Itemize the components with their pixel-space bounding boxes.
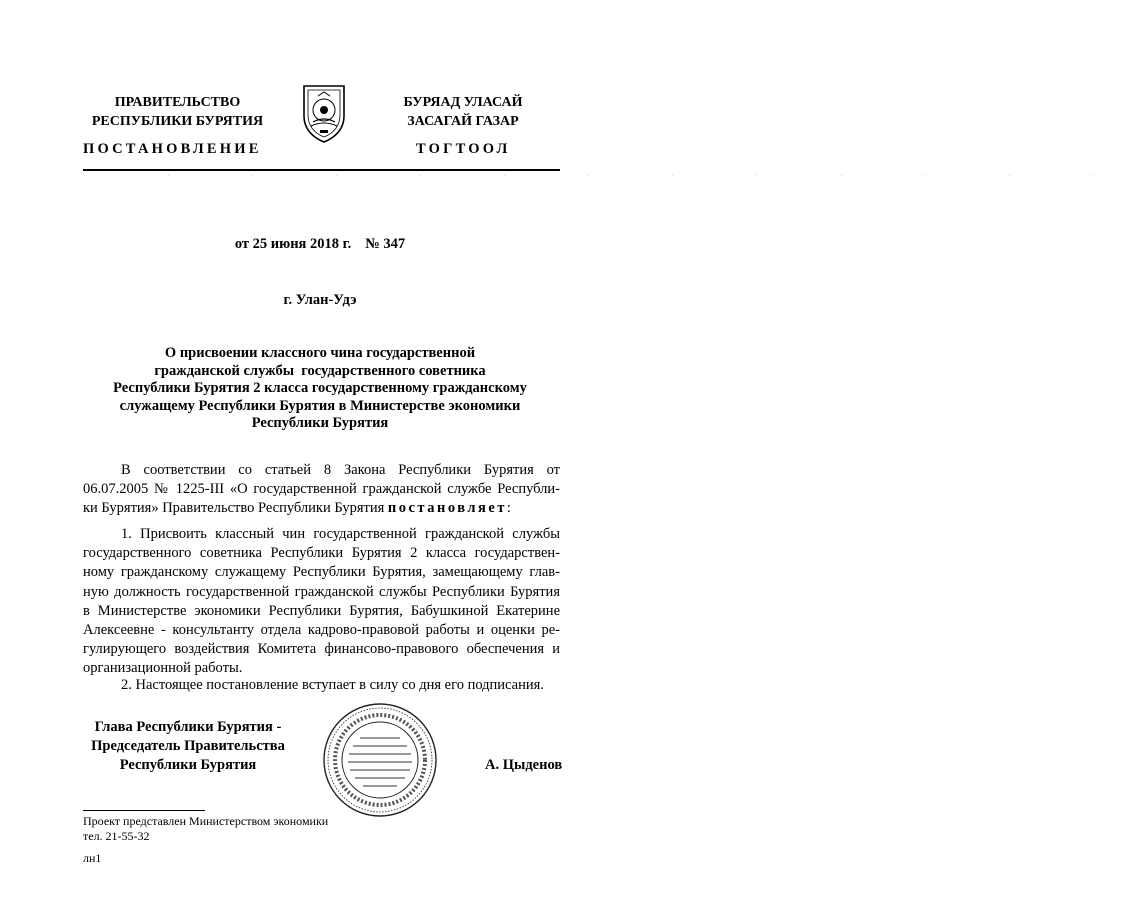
header-right-line2: ЗАСАГАЙ ГАЗАР [407,114,519,129]
subject-line: Республики Бурятия 2 класса государственному гражданскому [113,380,527,396]
signatory-title-line: Глава Республики Бурятия - [94,719,282,735]
official-seal-stamp [320,700,440,820]
header-left-line1: ПРАВИТЕЛЬСТВО [114,95,241,110]
document-date: от 25 июня 2018 г. [234,236,352,252]
footer-code: лн1 [83,851,102,865]
subject-line: служащему Республики Бурятия в Министерстве экономики [119,397,521,414]
header-right [388,93,538,131]
document-subject [100,345,540,433]
body-line: 2. Настоящее постановление вступает в силу со дня его подписания. [121,677,544,693]
body-line: гулирующего воздействия Комитета финансово-правового обеспечения и [83,641,560,658]
body-line: в Министерстве экономики Республики Бурятия, Бабушкиной Екатерине [83,602,560,619]
body-line: ному гражданскому служащему Республики Бурятия, замещающему глав- [83,564,560,581]
header-divider [83,169,560,171]
body-line: 1. Присвоить классный чин государственной гражданской службы [121,526,560,542]
signatory-title [83,718,293,775]
doc-type-buryat: ТОГТООЛ [416,141,511,157]
body-line: В соответствии со статьей 8 Закона Республики Бурятия от [121,462,560,478]
signatory-title-line: Республики Бурятия [119,757,257,773]
body-line: организационной работы. [83,660,243,677]
signatory-name: А. Цыденов [485,757,563,773]
body-text: ки Бурятия» Правительство Республики Бурятия [83,500,385,517]
document-number: № 347 [365,236,406,252]
doc-type-russian: ПОСТАНОВЛЕНИЕ [83,141,262,157]
footer-project-note: Проект представлен Министерством экономики [83,814,329,828]
header-left [90,93,265,131]
coat-of-arms-icon [300,82,348,144]
body-text: : [506,500,511,517]
subject-line: О присвоении классного чина государственной [164,345,476,361]
paragraph-preamble [83,461,560,519]
body-line: Алексеевне - консультанту отдела кадрово-правовой работы и оценки ре- [83,622,560,639]
body-line: государственного советника Республики Бурятия 2 класса государствен- [83,545,560,562]
body-line: ную должность государственной гражданской службы Республики Бурятия [83,583,560,600]
header-dotted-line: · · · · · · · · · · · · · [83,172,1134,180]
body-line: 06.07.2005 № 1225-III «О государственной гражданской службе Республи- [83,481,560,498]
signatory-title-line: Председатель Правительства [91,738,285,754]
footer-phone: тел. 21-55-32 [83,829,150,843]
header-right-line1: БУРЯАД УЛАСАЙ [403,95,523,110]
paragraph-item-1 [83,525,560,679]
subject-line: Республики Бурятия [251,415,389,431]
document-city: г. Улан-Удэ [283,292,357,308]
date-number-line [0,236,640,253]
resolve-word: постановляет [387,500,507,517]
paragraph-item-2 [83,676,560,695]
body-line-last [83,499,560,518]
header-left-line2: РЕСПУБЛИКИ БУРЯТИЯ [91,114,264,129]
subject-line: гражданской службы государственного советника [154,362,486,379]
footer-divider [83,810,205,811]
